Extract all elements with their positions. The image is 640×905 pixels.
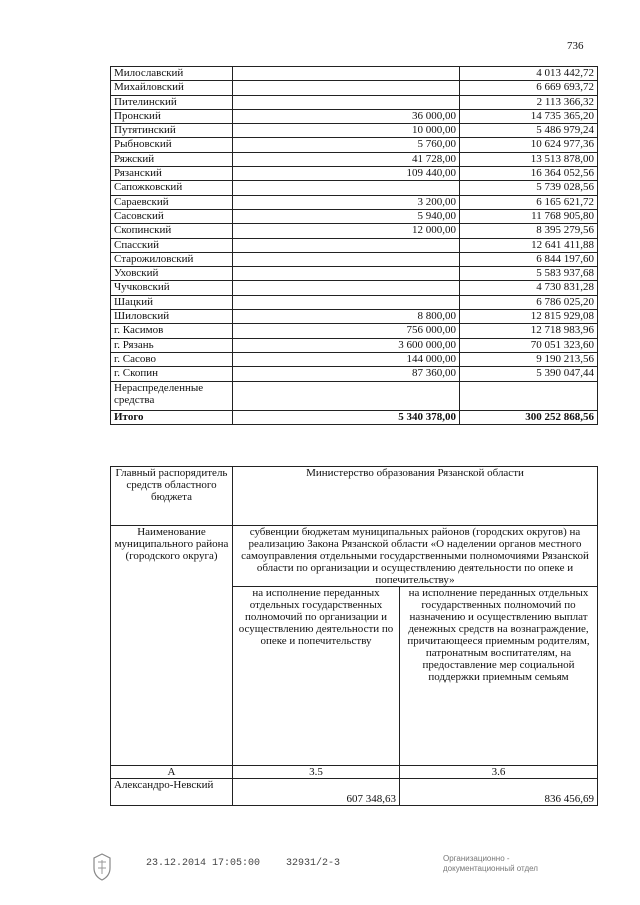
district-name: Скопинский [111,224,233,238]
district-name: г. Скопин [111,367,233,381]
district-value-2: 2 113 366,32 [460,95,598,109]
index-3-6-cell: 3.6 [400,766,598,779]
district-name: Михайловский [111,81,233,95]
district-row [111,267,598,281]
district-row [111,252,598,266]
district-value-1 [233,95,460,109]
district-row [111,338,598,352]
district-row [111,295,598,309]
district-value-1: 3 600 000,00 [233,338,460,352]
column-3-5-description: на исполнение переданных отдельных государственных полномочий по организации и осуществлению деятельности по опеке и попечительству [233,587,400,766]
total-row [111,410,598,424]
district-value-2: 12 641 411,88 [460,238,598,252]
footer-doc-id: 32931/2-3 [286,858,341,869]
district-row [111,138,598,152]
district-value-1: 5 760,00 [233,138,460,152]
district-name: Сапожковский [111,181,233,195]
index-3-5-cell: 3.5 [233,766,400,779]
district-value-2: 4 013 442,72 [460,67,598,81]
district-value-1 [233,295,460,309]
row-value-3-5: 607 348,63 [233,779,400,806]
district-value-2: 16 364 052,56 [460,167,598,181]
district-amounts-table [110,66,598,425]
district-row [111,195,598,209]
district-value-2: 5 739 028,56 [460,181,598,195]
district-row [111,281,598,295]
district-value-1 [233,81,460,95]
unallocated-label: Нераспределенные средства [111,381,233,410]
district-name: Шиловский [111,310,233,324]
district-value-2: 5 390 047,44 [460,367,598,381]
district-value-2: 9 190 213,56 [460,352,598,366]
district-value-1: 41 728,00 [233,152,460,166]
district-value-1 [233,67,460,81]
district-value-2: 11 768 905,80 [460,209,598,223]
subsidy-description-cell: субвенции бюджетам муниципальных районов (городских округов) на реализацию Закона Рязанской области «О наделении органов местного самоуправления отдельными государственными полномочиями Рязанской области по организации и осуществлению деятельности по опеке и попечительству» [233,526,598,587]
district-value-2: 5 486 979,24 [460,124,598,138]
district-name: Пронский [111,109,233,123]
header-left-cell: Главный распорядитель средств областного бюджета [111,467,233,526]
district-name: Рыбновский [111,138,233,152]
footer-datetime: 23.12.2014 17:05:00 [146,858,261,869]
total-value-1: 5 340 378,00 [233,410,460,424]
district-row [111,310,598,324]
district-value-2: 13 513 878,00 [460,152,598,166]
district-value-2: 6 165 621,72 [460,195,598,209]
education-subsidy-table [110,466,598,806]
coat-of-arms-icon [90,852,114,882]
district-value-2: 6 786 025,20 [460,295,598,309]
district-value-2: 6 669 693,72 [460,81,598,95]
district-row [111,124,598,138]
district-name: Чучковский [111,281,233,295]
district-name: Сасовский [111,209,233,223]
district-name: Милославский [111,67,233,81]
district-value-1 [233,281,460,295]
district-name: Путятинский [111,124,233,138]
district-row [111,352,598,366]
district-name: Сараевский [111,195,233,209]
row-value-3-6: 836 456,69 [400,779,598,806]
total-label: Итого [111,410,233,424]
stamp-line-1: Организационно - [443,854,510,863]
district-name: Пителинский [111,95,233,109]
unallocated-value-1 [233,381,460,410]
district-row [111,95,598,109]
district-value-2: 8 395 279,56 [460,224,598,238]
district-row [111,109,598,123]
index-a-cell: А [111,766,233,779]
district-value-1: 36 000,00 [233,109,460,123]
district-value-1 [233,238,460,252]
district-row [111,238,598,252]
district-name: Спасский [111,238,233,252]
district-row [111,181,598,195]
district-name: Уховский [111,267,233,281]
district-row [111,81,598,95]
unallocated-row [111,381,598,410]
district-row [111,367,598,381]
district-value-2: 4 730 831,28 [460,281,598,295]
column-3-6-description: на исполнение переданных отдельных государственных полномочий по назначению и осуществлению выплат денежных средств на вознаграждение, причитающееся приемным родителям, патронатным воспитателям, на предоставление мер социальной поддержки приемным семьям [400,587,598,766]
district-value-1: 8 800,00 [233,310,460,324]
district-value-1 [233,252,460,266]
stamp-line-2: документационный отдел [443,864,538,873]
district-value-2: 12 718 983,96 [460,324,598,338]
district-row [111,167,598,181]
total-value-2: 300 252 868,56 [460,410,598,424]
district-value-1: 756 000,00 [233,324,460,338]
district-value-1: 109 440,00 [233,167,460,181]
office-stamp [443,854,538,874]
district-value-1: 144 000,00 [233,352,460,366]
district-value-1 [233,267,460,281]
district-value-2: 5 583 937,68 [460,267,598,281]
page-number: 736 [567,40,584,52]
district-value-1: 3 200,00 [233,195,460,209]
district-value-2: 10 624 977,36 [460,138,598,152]
district-value-1: 87 360,00 [233,367,460,381]
district-row [111,67,598,81]
district-name: Старожиловский [111,252,233,266]
district-name: Шацкий [111,295,233,309]
district-value-1: 5 940,00 [233,209,460,223]
district-name: Ряжский [111,152,233,166]
district-name: г. Касимов [111,324,233,338]
header-right-cell: Министерство образования Рязанской области [233,467,598,526]
row-name-cell: Александро-Невский [111,779,233,806]
district-value-2: 14 735 365,20 [460,109,598,123]
district-value-2: 6 844 197,60 [460,252,598,266]
district-row [111,209,598,223]
district-name: г. Рязань [111,338,233,352]
district-name: Рязанский [111,167,233,181]
district-row [111,152,598,166]
district-row [111,324,598,338]
district-value-2: 12 815 929,08 [460,310,598,324]
district-value-2: 70 051 323,60 [460,338,598,352]
unallocated-value-2 [460,381,598,410]
district-name: г. Сасово [111,352,233,366]
district-row [111,224,598,238]
district-value-1 [233,181,460,195]
name-label-cell: Наименование муниципального района (городского округа) [111,526,233,766]
district-value-1: 12 000,00 [233,224,460,238]
district-value-1: 10 000,00 [233,124,460,138]
